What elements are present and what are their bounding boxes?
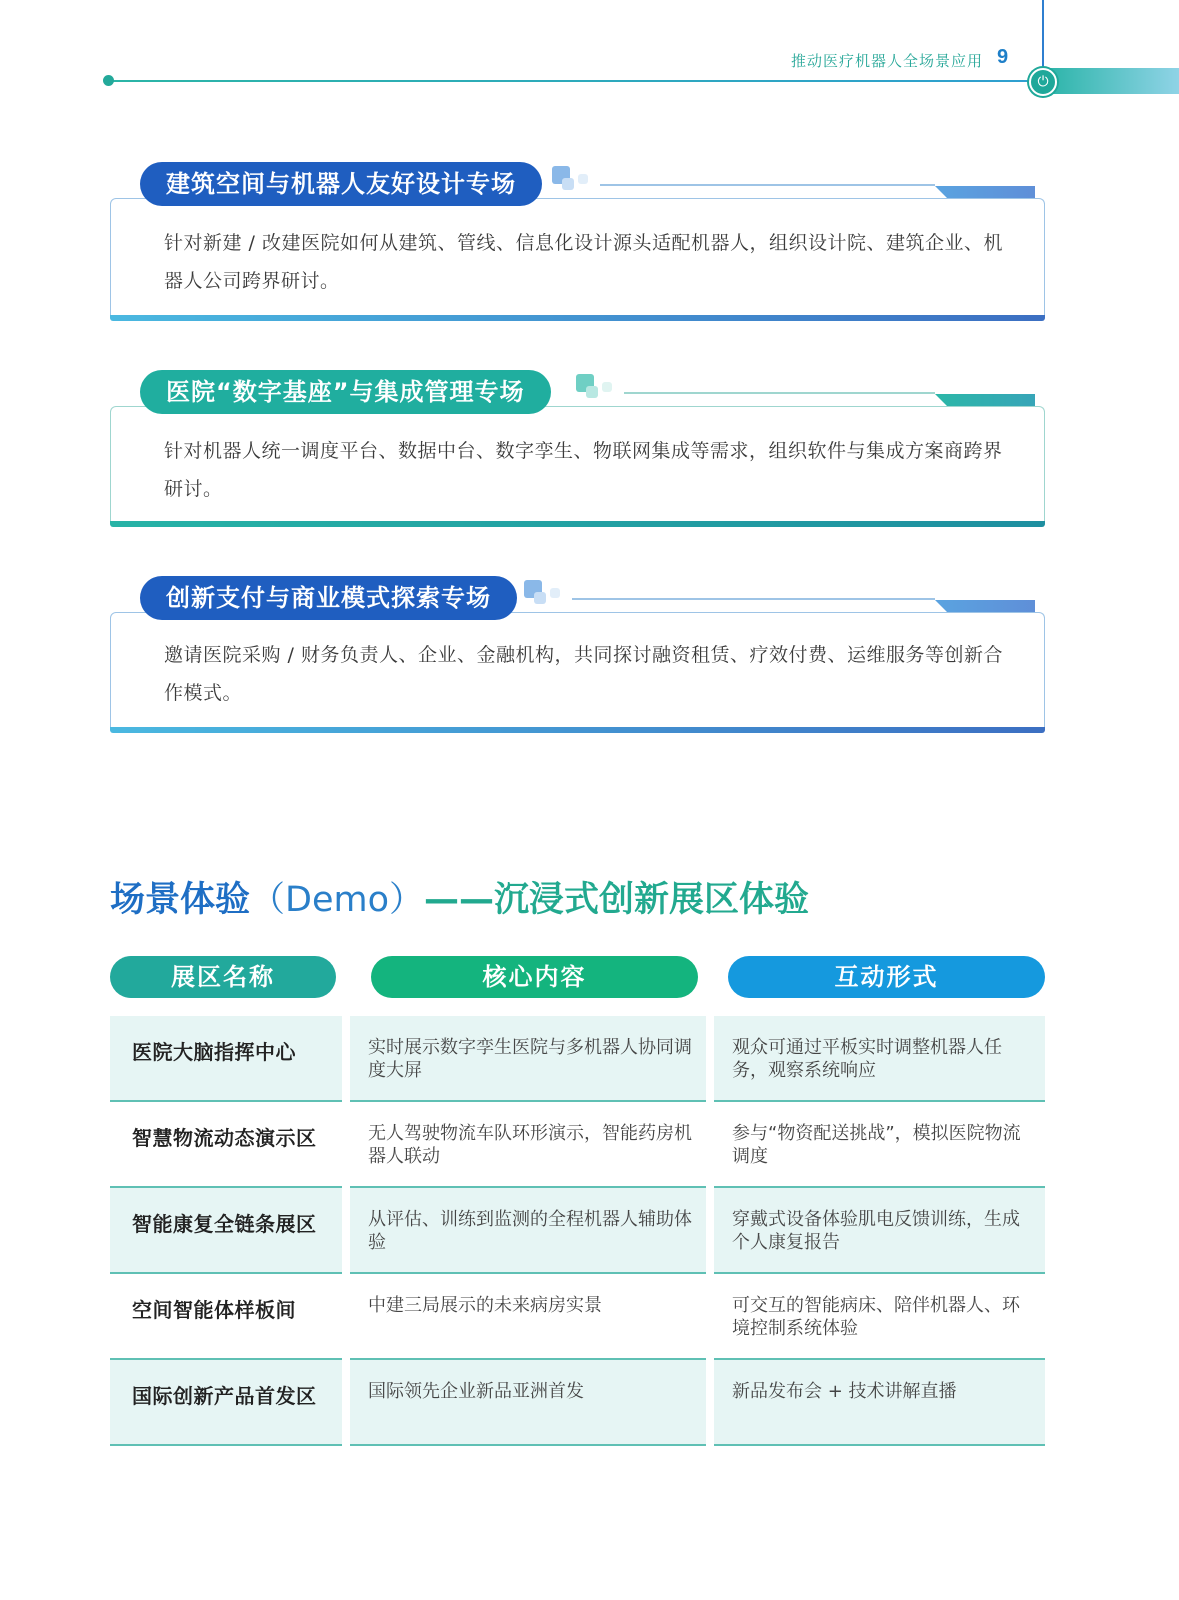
session-text: 邀请医院采购 / 财务负责人、企业、金融机构，共同探讨融资租赁、疗效付费、运维服务等创新合作模式。 <box>164 644 1003 704</box>
zone-content: 中建三局展示的未来病房实景 <box>368 1295 602 1316</box>
zone-interaction: 穿戴式设备体验肌电反馈训练，生成个人康复报告 <box>732 1209 1020 1253</box>
section-title <box>110 872 809 922</box>
page-number: 9 <box>997 46 1009 68</box>
session-title: 医院“数字基座”与集成管理专场 <box>140 370 551 414</box>
zone-interaction: 参与“物资配送挑战”，模拟医院物流调度 <box>732 1123 1021 1167</box>
table-row <box>110 1016 1045 1102</box>
power-icon: ⏻ <box>1029 68 1057 96</box>
session-title: 创新支付与商业模式探索专场 <box>140 576 517 620</box>
header-dot <box>103 75 114 86</box>
header-title: 推动医疗机器人全场景应用 <box>790 52 983 70</box>
session-card <box>110 574 1045 734</box>
decoration-squares <box>552 166 578 192</box>
header-vertical-line <box>1042 0 1044 70</box>
zone-name: 医院大脑指挥中心 <box>132 1040 296 1064</box>
decoration-squares <box>576 374 602 400</box>
zone-name: 智能康复全链条展区 <box>132 1212 317 1236</box>
table-row <box>110 1188 1045 1274</box>
session-title: 建筑空间与机器人友好设计专场 <box>140 162 542 206</box>
zone-content: 国际领先企业新品亚洲首发 <box>368 1381 584 1402</box>
zone-interaction: 观众可通过平板实时调整机器人任务，观察系统响应 <box>732 1037 1002 1081</box>
zone-content: 实时展示数字孪生医院与多机器人协同调度大屏 <box>368 1037 692 1081</box>
table-row <box>110 1360 1045 1446</box>
section-title-main: 场景体验 <box>110 880 251 920</box>
zone-name: 国际创新产品首发区 <box>132 1384 317 1408</box>
zone-content: 无人驾驶物流车队环形演示，智能药房机器人联动 <box>368 1123 692 1167</box>
section-title-sub: （Demo） <box>250 880 425 920</box>
decoration-squares <box>524 580 550 606</box>
table-row <box>110 1274 1045 1360</box>
column-header-content: 核心内容 <box>371 956 698 998</box>
section-title-tail: ——沉浸式创新展区体验 <box>424 880 810 920</box>
zone-name: 空间智能体样板间 <box>132 1298 296 1322</box>
session-text: 针对机器人统一调度平台、数据中台、数字孪生、物联网集成等需求，组织软件与集成方案商跨界研讨。 <box>164 440 1003 500</box>
header-line <box>110 80 1030 82</box>
zone-name: 智慧物流动态演示区 <box>132 1126 317 1150</box>
header-band <box>1040 68 1179 94</box>
session-text: 针对新建 / 改建医院如何从建筑、管线、信息化设计源头适配机器人，组织设计院、建筑企业、机器人公司跨界研讨。 <box>164 232 1003 292</box>
zone-content: 从评估、训练到监测的全程机器人辅助体验 <box>368 1209 692 1253</box>
zone-interaction: 可交互的智能病床、陪伴机器人、环境控制系统体验 <box>732 1295 1020 1339</box>
table-row <box>110 1102 1045 1188</box>
zone-interaction: 新品发布会 + 技术讲解直播 <box>732 1381 957 1402</box>
session-card <box>110 368 1045 528</box>
column-header-interaction: 互动形式 <box>728 956 1045 998</box>
session-card <box>110 160 1045 322</box>
column-header-zone: 展区名称 <box>110 956 336 998</box>
